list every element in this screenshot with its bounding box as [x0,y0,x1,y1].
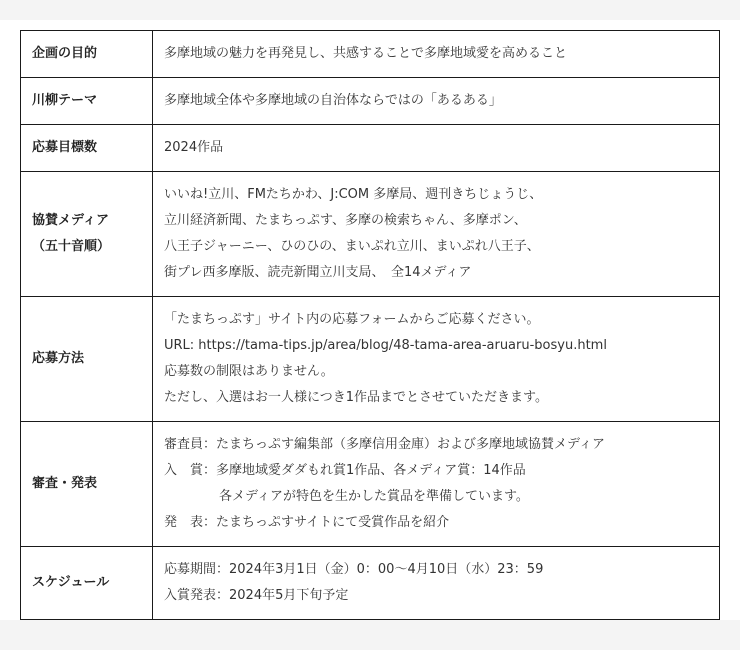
row-value [153,172,720,297]
row-label-line: 審査・発表 [32,476,98,491]
row-value-line: 多摩地域全体や多摩地域の自治体ならではの「あるある」 [164,93,502,108]
row-value [153,297,720,422]
table-row-how-to-apply [21,297,720,422]
table-row-schedule [21,547,720,620]
row-value-line: 多摩地域の魅力を再発見し、共感することで多摩地域愛を高めること [164,46,568,61]
row-label-line: （五十音順） [32,239,111,254]
row-value-line: 八王子ジャーニー、ひのひの、まいぷれ立川、まいぷれ八王子、 [164,239,540,254]
row-label-line: 協賛メディア [32,213,109,228]
table-row-purpose [21,31,720,78]
row-value [153,547,720,620]
row-label-line: 応募目標数 [32,140,98,155]
row-value-line: 立川経済新聞、たまちっぷす、多摩の検索ちゃん、多摩ポン、 [164,213,527,228]
row-label [21,172,153,297]
row-label-line: スケジュール [32,575,110,590]
row-label-line: 企画の目的 [32,46,98,61]
row-value-line: 各メディアが特色を生かした賞品を準備しています。 [219,489,529,504]
row-value [153,125,720,172]
row-label-line: 応募方法 [32,351,85,366]
row-value-line: 応募数の制限はありません。 [164,364,334,379]
table-row-sponsor-media [21,172,720,297]
row-value-line: いいね!立川、FMたちかわ、J:COM 多摩局、週刊きちじょうじ、 [164,187,543,202]
row-value-line: 入 賞：多摩地域愛ダダもれ賞1作品、各メディア賞：14作品 [164,463,526,478]
row-value-line: 「たまちっぷす」サイト内の応募フォームからご応募ください。 [164,312,540,327]
row-label [21,547,153,620]
row-value-line: 発 表：たまちっぷすサイトにて受賞作品を紹介 [164,515,450,530]
application-url-text: URL: https://tama-tips.jp/area/blog/48-tama-area-aruaru-bosyu.html [164,338,607,353]
page [0,20,740,620]
row-value-line: ただし、入選はお一人様につき1作品までとさせていただきます。 [164,390,548,405]
row-value-line: 応募期間：2024年3月1日（金）0：00〜4月10日（水）23：59 [164,562,544,577]
row-value [153,422,720,547]
row-label [21,78,153,125]
table-row-theme [21,78,720,125]
row-label [21,31,153,78]
row-value-line: 入賞発表：2024年5月下旬予定 [164,588,349,603]
row-label-line: 川柳テーマ [32,93,98,108]
table-row-target-count [21,125,720,172]
row-label [21,125,153,172]
campaign-info-table [20,30,720,620]
row-value-line: 審査員：たまちっぷす編集部（多摩信用金庫）および多摩地域協賛メディア [164,437,605,452]
row-value [153,78,720,125]
row-label [21,297,153,422]
row-value [153,31,720,78]
row-value-line: 2024作品 [164,140,224,155]
row-value-line: 街プレ西多摩版、読売新聞立川支局、 全14メディア [164,265,472,280]
row-label [21,422,153,547]
table-row-judging [21,422,720,547]
